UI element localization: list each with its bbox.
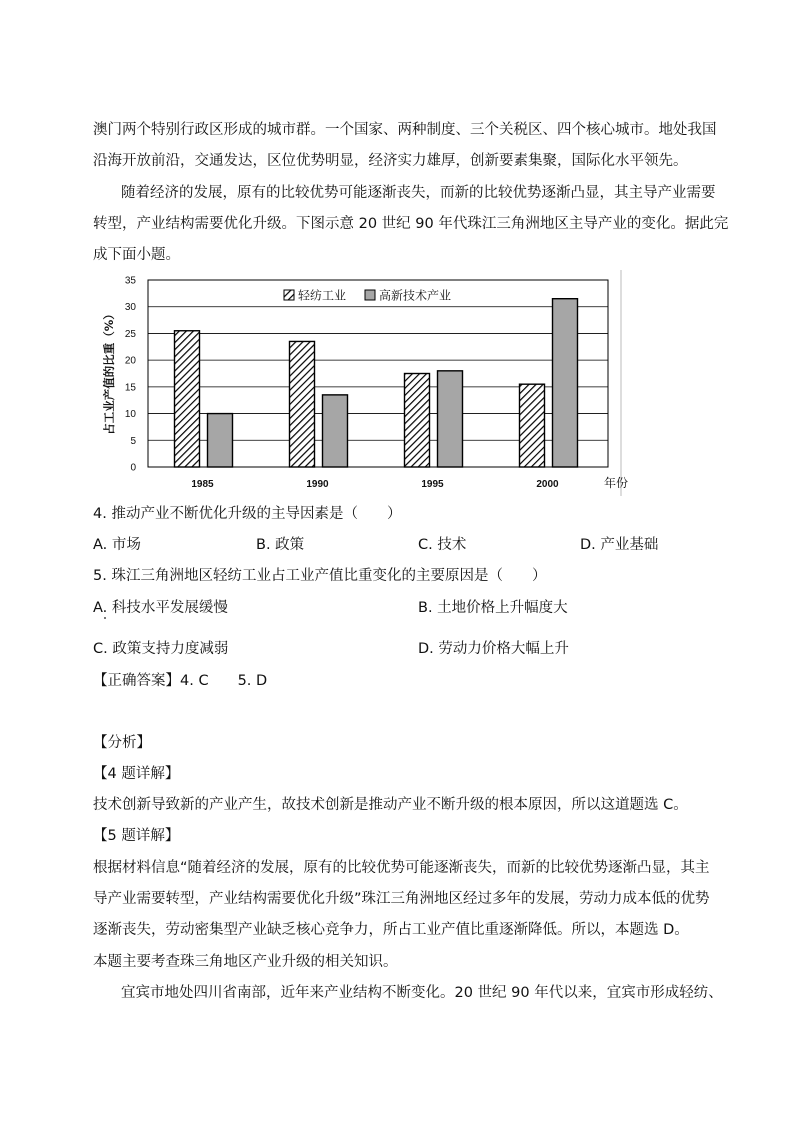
- y-tick-label: 0: [130, 462, 136, 474]
- bar-chart-svg: [93, 268, 629, 498]
- q5-detail-text-1: 根据材料信息“随着经济的发展，原有的比较优势可能逐渐丧失，而新的比较优势逐渐凸显，其主: [93, 860, 710, 876]
- stray-dot: [104, 617, 106, 619]
- paragraph-intro-1: 澳门两个特别行政区形成的城市群。一个国家、两种制度、三个关税区、四个核心城市。地处我国: [93, 122, 717, 138]
- q4-option-c[interactable]: C. 技术: [418, 537, 467, 553]
- legend-label-high-tech: 高新技术产业: [379, 288, 452, 303]
- q5-option-c[interactable]: C. 政策支持力度减弱: [93, 641, 229, 657]
- q4-option-a[interactable]: A. 市场: [93, 537, 141, 553]
- paragraph-intro-4: 转型，产业结构需要优化升级。下图示意 20 世纪 90 年代珠江三角洲地区主导产业的变化。据此完: [93, 216, 729, 232]
- legend-swatch-high-tech: [365, 290, 375, 300]
- y-axis-label: 占工业产值的比重（%）: [102, 308, 116, 435]
- y-tick-label: 30: [124, 302, 136, 314]
- bar-light-textile-2000: [520, 384, 545, 467]
- x-tick-label: 1995: [421, 479, 444, 490]
- q5-option-d[interactable]: D. 劳动力价格大幅上升: [418, 641, 569, 657]
- paragraph-intro-5: 成下面小题。: [93, 247, 180, 263]
- legend-swatch-light-textile: [284, 290, 294, 300]
- legend-label-light-textile: 轻纺工业: [298, 288, 347, 303]
- q4-detail-text: 技术创新导致新的产业产生，故技术创新是推动产业不断升级的根本原因，所以这道题选 C。: [93, 797, 688, 813]
- correct-answer: 【正确答案】4. C 5. D: [93, 673, 268, 689]
- question-4-stem: 4. 推动产业不断优化升级的主导因素是（ ）: [93, 506, 402, 522]
- x-tick-label: 1985: [191, 479, 214, 490]
- q5-detail-text-2: 导产业需要转型，产业结构需要优化升级”珠江三角洲地区经过多年的发展，劳动力成本低的优势: [93, 891, 710, 907]
- question-5-stem: 5. 珠江三角洲地区轻纺工业占工业产值比重变化的主要原因是（ ）: [93, 568, 547, 584]
- y-tick-label: 5: [130, 435, 136, 447]
- paragraph-intro-2: 沿海开放前沿，交通发达，区位优势明显，经济实力雄厚，创新要素集聚，国际化水平领先。: [93, 153, 688, 169]
- bar-high-tech-2000: [553, 299, 578, 467]
- y-tick-label: 35: [124, 275, 136, 287]
- bar-high-tech-1985: [208, 414, 233, 467]
- x-tick-label: 1990: [306, 479, 329, 490]
- bar-high-tech-1990: [323, 395, 348, 467]
- bar-light-textile-1990: [290, 341, 315, 467]
- q4-detail-heading: 【4 题详解】: [93, 766, 180, 782]
- y-tick-label: 10: [124, 409, 136, 421]
- bar-light-textile-1995: [405, 374, 430, 468]
- x-tick-label: 2000: [536, 479, 559, 490]
- paragraph-intro-3: 随着经济的发展，原有的比较优势可能逐渐丧失，而新的比较优势逐渐凸显，其主导产业需要: [121, 185, 716, 201]
- x-axis-label: 年份: [604, 476, 629, 490]
- y-tick-label: 20: [124, 355, 136, 367]
- analysis-heading: 【分析】: [93, 735, 151, 751]
- bar-light-textile-1985: [175, 331, 200, 467]
- y-tick-label: 25: [124, 328, 136, 340]
- bar-high-tech-1995: [438, 371, 463, 467]
- q4-option-d[interactable]: D. 产业基础: [580, 537, 659, 553]
- analysis-summary: 本题主要考查珠三角地区产业升级的相关知识。: [93, 954, 398, 970]
- q5-detail-text-3: 逐渐丧失，劳动密集型产业缺乏核心竞争力，所占工业产值比重逐渐降低。所以，本题选 D。: [93, 922, 689, 938]
- y-tick-label: 15: [124, 382, 136, 394]
- next-passage: 宜宾市地处四川省南部，近年来产业结构不断变化。20 世纪 90 年代以来，宜宾市形成轻纺、: [121, 985, 723, 1001]
- q5-detail-heading: 【5 题详解】: [93, 828, 180, 844]
- industry-share-chart: [93, 268, 629, 498]
- q5-option-a[interactable]: A. 科技水平发展缓慢: [93, 600, 228, 616]
- q5-option-b[interactable]: B. 土地价格上升幅度大: [418, 600, 568, 616]
- q4-option-b[interactable]: B. 政策: [256, 537, 305, 553]
